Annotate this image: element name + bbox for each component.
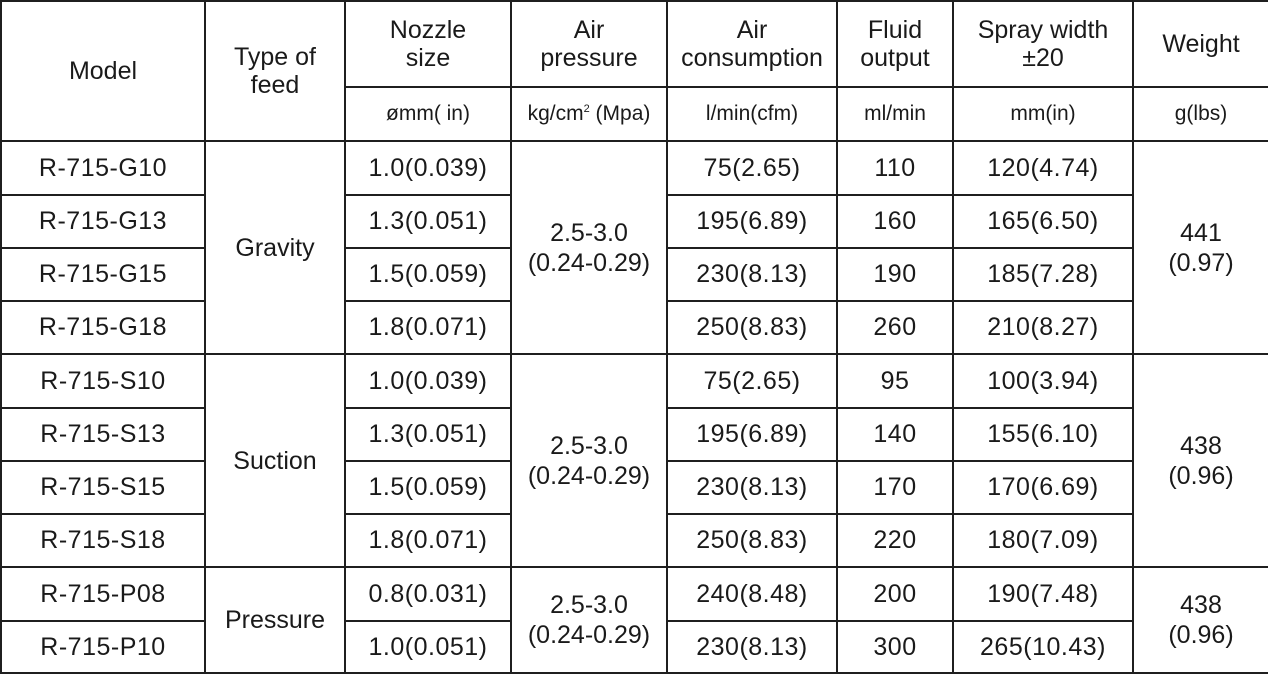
spray-width-cell: 155(6.10) bbox=[953, 408, 1133, 461]
unit-spray bbox=[953, 87, 1133, 141]
feed-cell-suction: Suction bbox=[205, 354, 345, 567]
model-cell: R-715-S13 bbox=[1, 408, 205, 461]
air-consumption-cell: 250(8.83) bbox=[667, 514, 837, 567]
header-spray-width bbox=[953, 1, 1133, 87]
air-pressure-line2: (0.24-0.29) bbox=[527, 248, 651, 277]
air-pressure-line2: (0.24-0.29) bbox=[527, 621, 651, 649]
spray-width-cell: 120(4.74) bbox=[953, 141, 1133, 195]
header-weight bbox=[1133, 1, 1268, 87]
unit-air-pressure-tail: (Mpa) bbox=[589, 102, 651, 125]
model-cell: R-715-G18 bbox=[1, 301, 205, 354]
unit-weight-label: g(lbs) bbox=[1174, 102, 1228, 125]
spray-width-cell: 190(7.48) bbox=[953, 567, 1133, 621]
fluid-output-cell: 220 bbox=[837, 514, 953, 567]
feed-cell-pressure: Pressure bbox=[205, 567, 345, 673]
nozzle-cell: 1.3(0.051) bbox=[345, 195, 511, 248]
air-consumption-cell: 75(2.65) bbox=[667, 141, 837, 195]
weight-cell-pressure bbox=[1133, 567, 1268, 673]
header-model bbox=[1, 1, 205, 141]
model-cell: R-715-S18 bbox=[1, 514, 205, 567]
model-cell: R-715-G10 bbox=[1, 141, 205, 195]
unit-air-pressure-sup: 2 bbox=[583, 103, 590, 115]
spray-width-cell: 185(7.28) bbox=[953, 248, 1133, 301]
header-feed-line2: feed bbox=[250, 71, 300, 99]
header-nozzle-size bbox=[345, 1, 511, 87]
fluid-output-cell: 160 bbox=[837, 195, 953, 248]
air-consumption-cell: 195(6.89) bbox=[667, 408, 837, 461]
table-row bbox=[1, 567, 1268, 621]
header-air-pressure-line1: Air bbox=[573, 16, 605, 44]
weight-line1: 438 bbox=[1180, 591, 1222, 619]
header-fluid-line1: Fluid bbox=[867, 16, 923, 44]
unit-air-consumption bbox=[667, 87, 837, 141]
header-air-pressure-line2: pressure bbox=[540, 44, 638, 72]
air-consumption-cell: 250(8.83) bbox=[667, 301, 837, 354]
model-cell: R-715-S10 bbox=[1, 354, 205, 408]
fluid-output-cell: 300 bbox=[837, 621, 953, 673]
nozzle-cell: 1.0(0.039) bbox=[345, 141, 511, 195]
nozzle-cell: 1.0(0.051) bbox=[345, 621, 511, 673]
fluid-output-cell: 190 bbox=[837, 248, 953, 301]
air-consumption-cell: 230(8.13) bbox=[667, 621, 837, 673]
model-cell: R-715-G15 bbox=[1, 248, 205, 301]
header-air-consumption bbox=[667, 1, 837, 87]
air-consumption-cell: 230(8.13) bbox=[667, 461, 837, 514]
air-consumption-cell: 195(6.89) bbox=[667, 195, 837, 248]
fluid-output-cell: 170 bbox=[837, 461, 953, 514]
air-pressure-cell-pressure bbox=[511, 567, 667, 673]
header-model-label: Model bbox=[68, 57, 138, 85]
fluid-output-cell: 140 bbox=[837, 408, 953, 461]
model-cell: R-715-G13 bbox=[1, 195, 205, 248]
unit-air-pressure bbox=[511, 87, 667, 141]
unit-fluid bbox=[837, 87, 953, 141]
header-fluid-line2: output bbox=[860, 44, 930, 72]
nozzle-cell: 1.5(0.059) bbox=[345, 461, 511, 514]
header-spray-line1: Spray width bbox=[977, 16, 1109, 44]
nozzle-cell: 1.0(0.039) bbox=[345, 354, 511, 408]
header-weight-label: Weight bbox=[1162, 30, 1240, 58]
unit-spray-label: mm(in) bbox=[1010, 102, 1076, 125]
air-consumption-cell: 230(8.13) bbox=[667, 248, 837, 301]
header-air-consumption-line1: Air bbox=[736, 16, 768, 44]
unit-air-consumption-label: l/min(cfm) bbox=[705, 102, 799, 125]
unit-weight bbox=[1133, 87, 1268, 141]
table-row bbox=[1, 141, 1268, 195]
nozzle-cell: 1.8(0.071) bbox=[345, 514, 511, 567]
header-feed-line1: Type of bbox=[234, 43, 316, 71]
air-pressure-line2: (0.24-0.29) bbox=[527, 461, 651, 490]
air-pressure-cell-gravity bbox=[511, 141, 667, 354]
unit-fluid-label: ml/min bbox=[864, 102, 926, 125]
air-pressure-line1: 2.5-3.0 bbox=[550, 431, 628, 460]
feed-cell-gravity: Gravity bbox=[205, 141, 345, 354]
spray-width-cell: 265(10.43) bbox=[953, 621, 1133, 673]
header-spray-line2: ±20 bbox=[1022, 44, 1064, 72]
header-nozzle-line2: size bbox=[405, 44, 451, 72]
spray-width-cell: 165(6.50) bbox=[953, 195, 1133, 248]
air-pressure-cell-suction bbox=[511, 354, 667, 567]
nozzle-cell: 1.8(0.071) bbox=[345, 301, 511, 354]
weight-line1: 441 bbox=[1180, 218, 1222, 247]
spray-width-cell: 180(7.09) bbox=[953, 514, 1133, 567]
nozzle-cell: 1.3(0.051) bbox=[345, 408, 511, 461]
fluid-output-cell: 95 bbox=[837, 354, 953, 408]
weight-line2: (0.96) bbox=[1168, 461, 1234, 490]
header-nozzle-line1: Nozzle bbox=[389, 16, 467, 44]
header-air-pressure bbox=[511, 1, 667, 87]
spray-width-cell: 170(6.69) bbox=[953, 461, 1133, 514]
weight-cell-gravity bbox=[1133, 141, 1268, 354]
model-cell: R-715-S15 bbox=[1, 461, 205, 514]
weight-line2: (0.97) bbox=[1168, 248, 1234, 277]
fluid-output-cell: 200 bbox=[837, 567, 953, 621]
header-type-of-feed bbox=[205, 1, 345, 141]
unit-air-pressure-base: kg/cm bbox=[527, 102, 584, 125]
weight-line2: (0.96) bbox=[1168, 621, 1234, 649]
nozzle-cell: 1.5(0.059) bbox=[345, 248, 511, 301]
weight-line1: 438 bbox=[1180, 431, 1222, 460]
weight-cell-suction bbox=[1133, 354, 1268, 567]
air-consumption-cell: 75(2.65) bbox=[667, 354, 837, 408]
model-cell: R-715-P10 bbox=[1, 621, 205, 673]
spray-width-cell: 210(8.27) bbox=[953, 301, 1133, 354]
model-cell: R-715-P08 bbox=[1, 567, 205, 621]
header-fluid-output bbox=[837, 1, 953, 87]
unit-nozzle-label: ømm( in) bbox=[386, 102, 470, 125]
header-row bbox=[1, 1, 1268, 87]
header-air-consumption-line2: consumption bbox=[681, 44, 823, 72]
fluid-output-cell: 110 bbox=[837, 141, 953, 195]
spray-width-cell: 100(3.94) bbox=[953, 354, 1133, 408]
unit-nozzle bbox=[345, 87, 511, 141]
air-pressure-line1: 2.5-3.0 bbox=[550, 218, 628, 247]
table-row bbox=[1, 354, 1268, 408]
nozzle-cell: 0.8(0.031) bbox=[345, 567, 511, 621]
air-consumption-cell: 240(8.48) bbox=[667, 567, 837, 621]
air-pressure-line1: 2.5-3.0 bbox=[550, 591, 628, 619]
fluid-output-cell: 260 bbox=[837, 301, 953, 354]
